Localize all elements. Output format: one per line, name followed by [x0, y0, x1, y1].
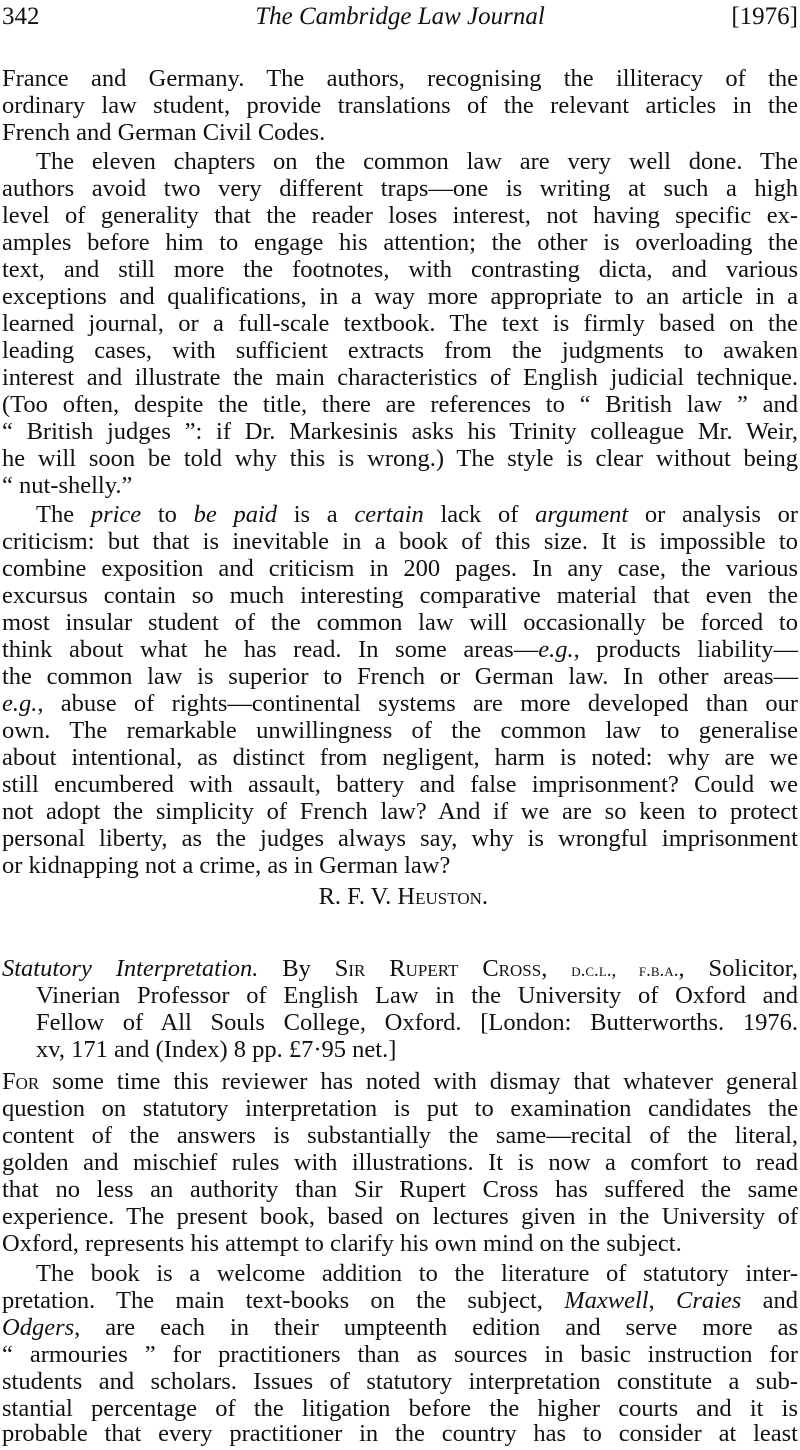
text-run: The [36, 501, 91, 528]
text-line: golden and mischief rules with illustrations. It is now a comfort to read [2, 1149, 798, 1176]
text-line: amples before him to engage his attention; the other is overloading the [2, 229, 798, 256]
text-run: lack of [423, 501, 536, 528]
text-line: the common law is superior to French or German law. In other areas— [2, 663, 798, 690]
italic-run: price [90, 501, 142, 528]
text-line: most insular student of the common law will occasionally be forced to [2, 609, 798, 636]
text-run: By [258, 955, 335, 982]
text-line: (Too often, despite the title, there are references to “ British law ” and [2, 391, 798, 418]
text-line: probable that every practitioner in the country has to consider at least [2, 1420, 798, 1447]
text-run: think about what he has read. In some areas— [2, 636, 539, 663]
book-citation-line: Vinerian Professor of English Law in the University of Oxford and [36, 982, 798, 1009]
journal-year: [1976] [731, 3, 798, 30]
running-header [0, 0, 800, 40]
text-line: excursus contain so much interesting comparative material that even the [2, 582, 798, 609]
text-line: “ armouries ” for practitioners than as sources in basic instruction for [2, 1341, 798, 1368]
text-line: content of the answers is substantially the same—recital of the literal, [2, 1122, 798, 1149]
text-run: , [648, 1287, 676, 1314]
book-title: Statutory Interpretation. [2, 955, 259, 982]
smallcaps-run: or [15, 1068, 40, 1095]
text-run: F [2, 1068, 16, 1095]
text-line: “ British judges ”: if Dr. Markesinis asks his Trinity colleague Mr. Weir, [2, 418, 798, 445]
signature-surname-smallcaps: euston [415, 883, 482, 910]
book-citation-line: xv, 171 and (Index) 8 pp. £7·95 net.] [36, 1036, 397, 1063]
text-line: The eleven chapters on the common law are very well done. The [36, 148, 798, 175]
text-line: experience. The present book, based on lectures given in the University of [2, 1203, 798, 1230]
text-line: he will soon be told why this is wrong.) The style is clear without being [2, 445, 798, 472]
book-citation-line: Fellow of All Souls College, Oxford. [London: Butterworths. 1976. [36, 1009, 798, 1036]
italic-run: argument [535, 501, 629, 528]
text-line: text, and still more the footnotes, with contrasting dicta, and various [2, 256, 798, 283]
text-run: , [541, 955, 572, 982]
text-line: still encumbered with assault, battery and false imprisonment? Could we [2, 771, 798, 798]
text-run: some time this reviewer has noted with dismay that whatever general [39, 1068, 798, 1095]
text-line: question on statutory interpretation is put to examination candidates the [2, 1095, 798, 1122]
text-line: criticism: but that is inevitable in a book of this size. It is impossible to [2, 528, 798, 555]
text-line: interest and illustrate the main characteristics of English judicial technique. [2, 364, 798, 391]
book-author: Sir Rupert Cross [334, 955, 542, 982]
text-run: and [741, 1287, 799, 1314]
text-line: not adopt the simplicity of French law? And if we are so keen to protect [2, 798, 798, 825]
text-line: authors avoid two very different traps—one is writing at such a high [2, 175, 798, 202]
text-run: to [141, 501, 194, 528]
text-line: leading cases, with sufficient extracts from the judgments to awaken [2, 337, 798, 364]
italic-run: be paid [193, 501, 278, 528]
text-line: “ nut-shelly.” [2, 472, 133, 499]
italic-run: Maxwell [564, 1287, 649, 1314]
text-line: French and German Civil Codes. [2, 119, 326, 146]
page-number: 342 [2, 3, 40, 30]
text-line: The book is a welcome addition to the literature of statutory inter- [36, 1260, 798, 1287]
text-line: France and Germany. The authors, recognising the illiteracy of the [2, 65, 798, 92]
reviewer-signature [0, 882, 488, 913]
text-run: , products liability— [573, 636, 798, 663]
text-run: , are each in their umpteenth edition and serve more as [74, 1314, 798, 1341]
signature-surname-cap: H [397, 883, 416, 910]
signature-initials: R. F. V. [318, 883, 398, 910]
text-line: level of generality that the reader loses interest, not having specific ex- [2, 202, 798, 229]
author-degrees: d.c.l., f.b.a. [571, 960, 679, 981]
text-run: , abuse of rights—continental systems are more developed than our [37, 690, 798, 717]
text-line: exceptions and qualifications, in a way more appropriate to an article in a [2, 283, 798, 310]
italic-run: Craies [676, 1287, 742, 1314]
text-line: own. The remarkable unwillingness of the common law to generalise [2, 717, 798, 744]
text-line: personal liberty, as the judges always say, why is wrongful imprisonment [2, 825, 798, 852]
italic-run: Odgers [2, 1314, 75, 1341]
text-line: that no less an authority than Sir Rupert Cross has suffered the same [2, 1176, 798, 1203]
text-run: is a [277, 501, 355, 528]
text-line: ordinary law student, provide translations of the relevant articles in the [2, 92, 798, 119]
text-line: stantial percentage of the litigation before the higher courts and it is [2, 1395, 798, 1422]
text-run: pretation. The main text-books on the subject, [2, 1287, 565, 1314]
text-line: learned journal, or a full-scale textbook. The text is firmly based on the [2, 310, 798, 337]
text-line: or kidnapping not a crime, as in German law? [2, 852, 451, 879]
signature-period: . [481, 883, 488, 910]
italic-run: e.g. [538, 636, 574, 663]
journal-title: The Cambridge Law Journal [255, 3, 545, 30]
text-line: about intentional, as distinct from negligent, harm is noted: why are we [2, 744, 798, 771]
text-run: , Solicitor, [678, 955, 799, 982]
text-line: Oxford, represents his attempt to clarify his own mind on the subject. [2, 1230, 682, 1257]
text-line: students and scholars. Issues of statutory interpretation constitute a sub- [2, 1368, 798, 1395]
italic-run: e.g. [2, 690, 38, 717]
text-run: or analysis or [628, 501, 799, 528]
text-line: combine exposition and criticism in 200 pages. In any case, the various [2, 555, 798, 582]
italic-run: certain [354, 501, 424, 528]
